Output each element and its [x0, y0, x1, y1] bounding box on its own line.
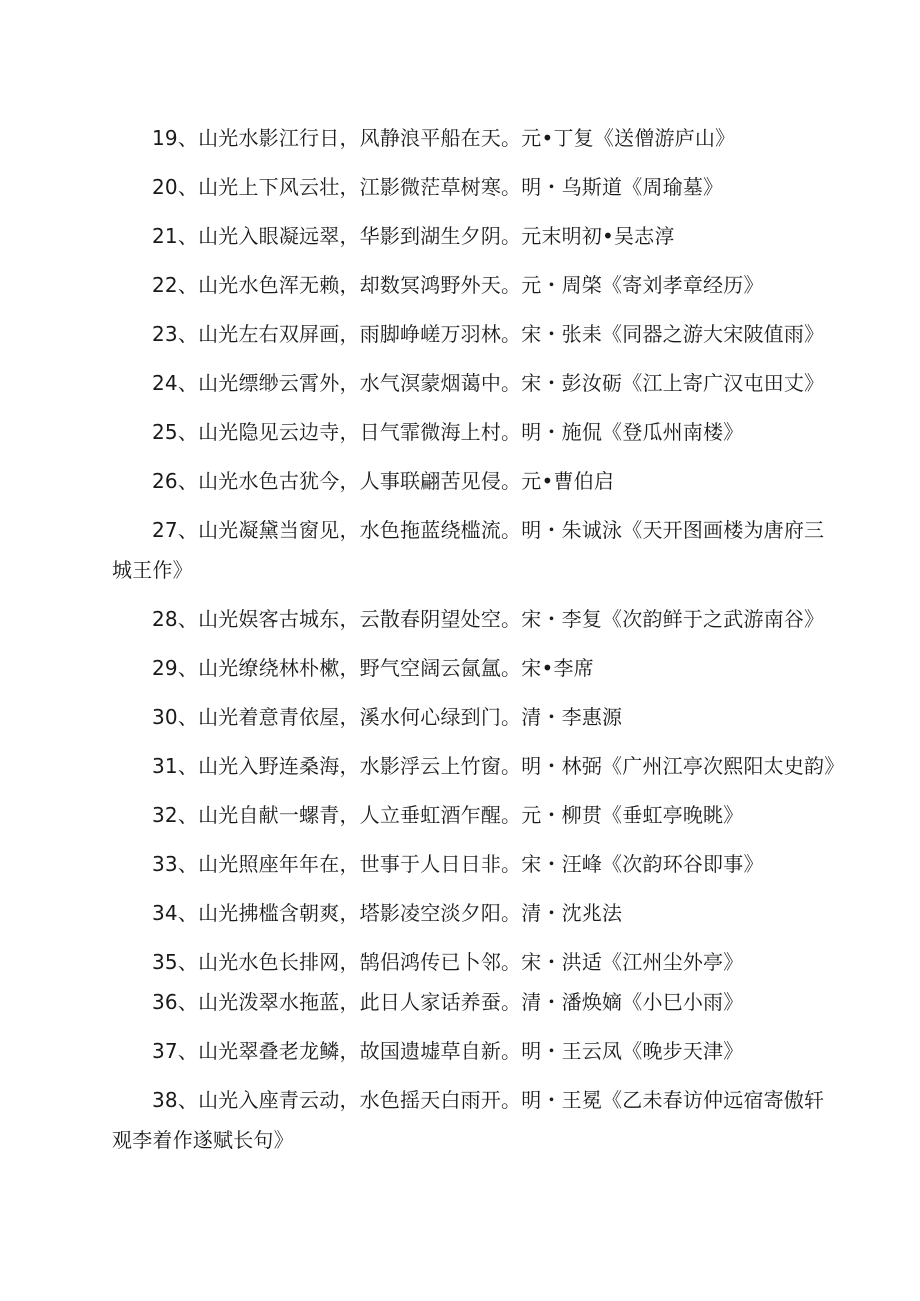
list-item: [112, 1031, 832, 1071]
line-text: 山光水色长排网，鹄侣鸿传已卜邻。宋・洪适《江州尘外亭》: [198, 950, 744, 974]
line-number: 24、: [152, 371, 199, 395]
line-text: 山光入野连桑海，水影浮云上竹窗。明・林弼《广州江亭次熙阳太史韵》: [198, 754, 845, 778]
line-text: 山光隐见云边寺，日气霏微海上村。明・施侃《登瓜州南楼》: [198, 420, 744, 444]
line-number: 38、: [152, 1088, 199, 1112]
line-number: 26、: [152, 469, 199, 493]
line-text: 山光照座年年在，世事于人日日非。宋・汪峰《次韵环谷即事》: [198, 852, 764, 876]
line-text: 山光水影江行日，风静浪平船在天。元•丁复《送僧游庐山》: [198, 126, 736, 150]
list-item: [112, 844, 832, 884]
line-text: 山光水色浑无赖，却数冥鸿野外天。元・周棨《寄刘孝章经历》: [198, 273, 764, 297]
list-item: [112, 893, 832, 933]
line-text: 山光入眼凝远翠，华影到湖生夕阴。元末明初•吴志淳: [198, 224, 675, 248]
poem-list: [112, 118, 845, 1169]
line-text: 山光左右双屏画，雨脚峥嵯万羽林。宋・张耒《同器之游大宋陂值雨》: [198, 322, 825, 346]
line-number: 31、: [152, 754, 199, 778]
line-number: 22、: [152, 273, 199, 297]
list-item: [112, 599, 832, 639]
line-number: 33、: [152, 852, 199, 876]
line-number: 19、: [152, 126, 199, 150]
line-text: 山光缥缈云霄外，水气溟蒙烟蔼中。宋・彭汝砺《江上寄广汉屯田丈》: [198, 371, 825, 395]
list-item: [112, 795, 832, 835]
line-number: 25、: [152, 420, 199, 444]
line-text: 山光自献一螺青，人立垂虹酒乍醒。元・柳贯《垂虹亭晚眺》: [198, 803, 744, 827]
line-number: 32、: [152, 803, 199, 827]
list-item: [112, 982, 832, 1022]
list-item: [112, 314, 832, 354]
line-text: 山光凝黛当窗见，水色拖蓝绕槛流。明・朱诚泳《天开图画楼为唐府三城王作》: [112, 518, 825, 582]
line-number: 37、: [152, 1039, 199, 1063]
line-text: 山光上下风云壮，江影微茫草树寒。明・乌斯道《周瑜墓》: [198, 175, 724, 199]
line-number: 21、: [152, 224, 199, 248]
line-number: 28、: [152, 607, 199, 631]
line-number: 23、: [152, 322, 199, 346]
list-item: [112, 118, 832, 158]
list-item: [112, 461, 832, 501]
list-item: [112, 216, 832, 256]
line-number: 30、: [152, 705, 199, 729]
list-item: [112, 363, 832, 403]
list-item: [112, 746, 845, 786]
list-item: [112, 1080, 832, 1160]
line-number: 36、: [152, 990, 199, 1014]
list-item: [112, 265, 832, 305]
line-text: 山光泼翠水拖蓝，此日人家话养蚕。清・潘焕嫡《小巳小雨》: [198, 990, 744, 1014]
list-item: [112, 412, 832, 452]
line-number: 29、: [152, 656, 199, 680]
list-item: [112, 697, 832, 737]
line-number: 20、: [152, 175, 199, 199]
line-text: 山光入座青云动，水色摇天白雨开。明・王冕《乙未春访仲远宿寄傲轩观李着作遂赋长句》: [112, 1088, 825, 1152]
line-text: 山光缭绕林朴樕，野气空阔云氤氲。宋•李席: [198, 656, 594, 680]
list-item: [112, 510, 832, 590]
line-text: 山光着意青依屋，溪水何心绿到门。清・李惠源: [198, 705, 623, 729]
line-number: 34、: [152, 901, 199, 925]
list-item: [112, 648, 832, 688]
list-item: [112, 167, 832, 207]
line-text: 山光水色古犹今，人事联翩苦见侵。元•曹伯启: [198, 469, 615, 493]
line-number: 35、: [152, 950, 199, 974]
list-item: [112, 942, 832, 982]
line-text: 山光翠叠老龙鳞，故国遗墟草自新。明・王云凤《晚步天津》: [198, 1039, 744, 1063]
line-text: 山光娱客古城东，云散春阴望处空。宋・李复《次韵鲜于之武游南谷》: [198, 607, 825, 631]
line-text: 山光拂槛含朝爽，塔影凌空淡夕阳。清・沈兆法: [198, 901, 623, 925]
line-number: 27、: [152, 518, 199, 542]
